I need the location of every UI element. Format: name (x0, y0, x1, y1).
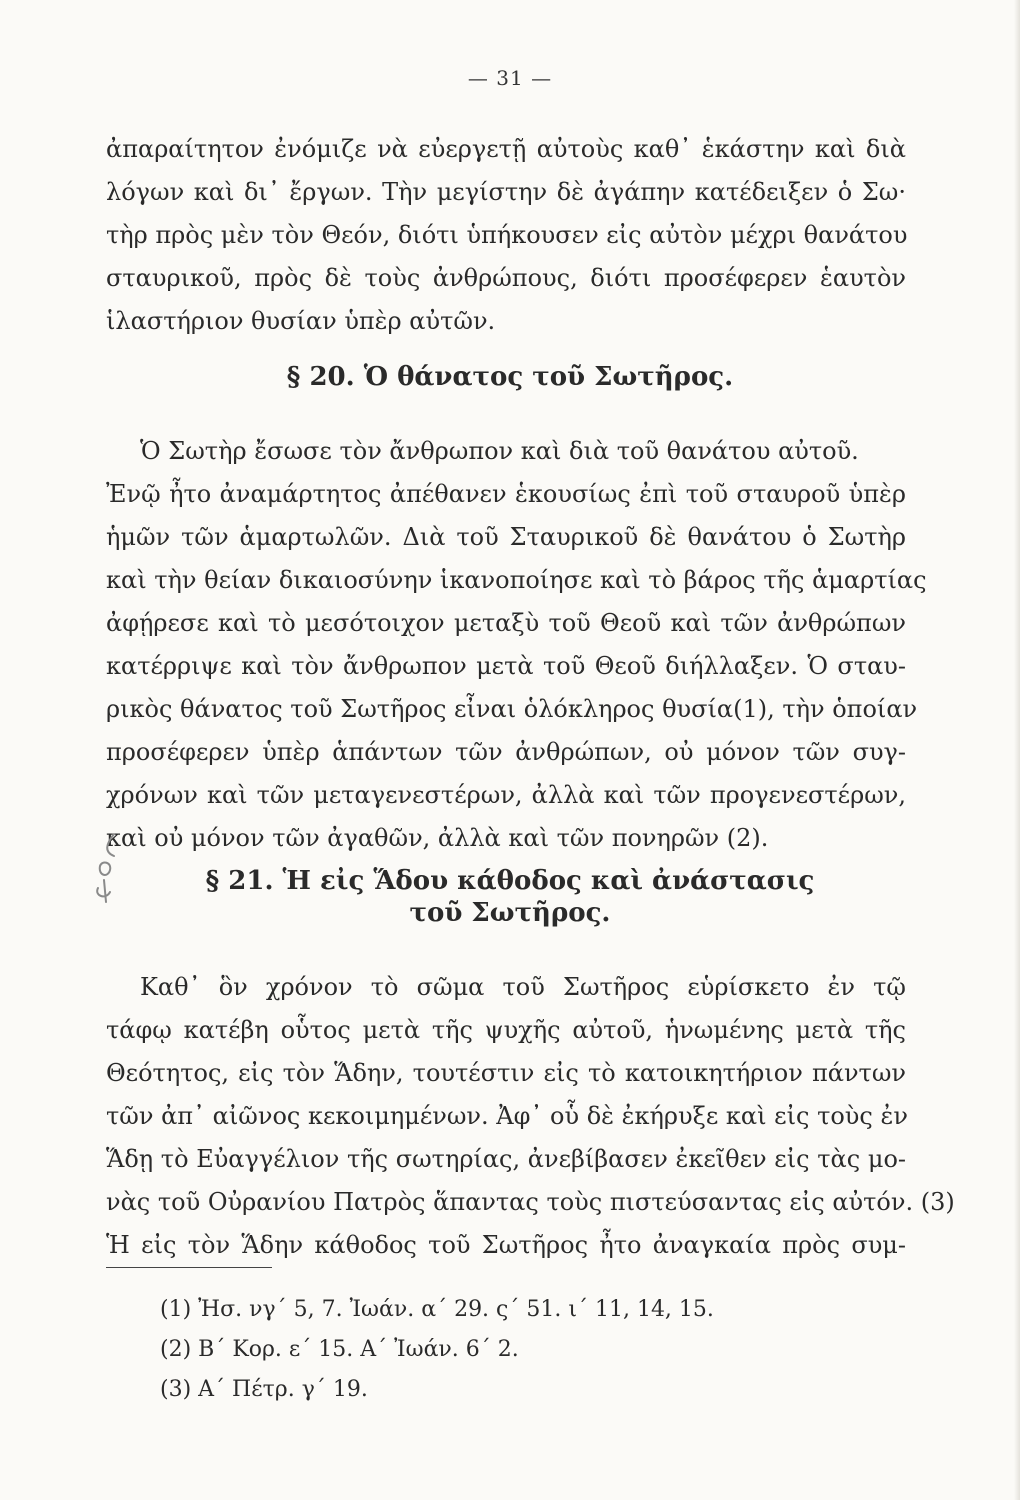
text-line: ρικὸς θάνατος τοῦ Σωτῆρος εἶναι ὁλόκληρος θυσία(1), τὴν ὁποίαν (106, 695, 918, 723)
text-line: νὰς τοῦ Οὐρανίου Πατρὸς ἅπαντας τοὺς πιστεύσαντας εἰς αὐτόν. (3) (106, 1188, 955, 1216)
section-heading-21-line2: τοῦ Σωτῆρος. (409, 898, 611, 928)
text-line: προσέφερεν ὑπὲρ ἁπάντων τῶν ἀνθρώπων, οὐ μόνον τῶν συγ- (106, 738, 906, 766)
text-line: Ἐνῷ ἦτο ἀναμάρτητος ἀπέθανεν ἑκουσίως ἐπὶ τοῦ σταυροῦ ὑπὲρ (106, 480, 906, 508)
text-line: τὴρ πρὸς μὲν τὸν Θεόν, διότι ὑπήκουσεν εἰς αὐτὸν μέχρι θανάτου (106, 221, 908, 249)
text-line: κατέρριψε καὶ τὸν ἄνθρωπον μετὰ τοῦ Θεοῦ διήλλαξεν. Ὁ σταυ- (106, 652, 906, 680)
text-line: ἡμῶν τῶν ἁμαρτωλῶν. Διὰ τοῦ Σταυρικοῦ δὲ θανάτου ὁ Σωτὴρ (106, 523, 906, 551)
text-line: τῶν ἀπ᾿ αἰῶνος κεκοιμημένων. Ἀφ᾿ οὗ δὲ ἐκήρυξε καὶ εἰς τοὺς ἐν (106, 1102, 908, 1130)
text-line: τάφῳ κατέβη οὗτος μετὰ τῆς ψυχῆς αὐτοῦ, ἡνωμένης μετὰ τῆς (106, 1016, 906, 1044)
text-line: ἱλαστήριον θυσίαν ὑπὲρ αὐτῶν. (106, 307, 496, 335)
text-line: Καθ᾿ ὃν χρόνον τὸ σῶμα τοῦ Σωτῆρος εὑρίσκετο ἐν τῷ (140, 973, 906, 1001)
text-line: καὶ οὐ μόνον τῶν ἀγαθῶν, ἀλλὰ καὶ τῶν πονηρῶν (2). (106, 824, 769, 852)
section-heading-20: § 20. Ὁ θάνατος τοῦ Σωτῆρος. (286, 362, 734, 392)
text-line: Θεότητος, εἰς τὸν Ἅδην, τουτέστιν εἰς τὸ κατοικητήριον πάντων (106, 1059, 906, 1087)
text-line: Ἡ εἰς τὸν Ἅδην κάθοδος τοῦ Σωτῆρος ἦτο ἀναγκαία πρὸς συμ- (106, 1231, 906, 1259)
footnote: (1) Ἠσ. νγ΄ 5, 7. Ἰωάν. α΄ 29. ς΄ 51. ι΄ 11, 14, 15. (160, 1297, 714, 1322)
text-line: ἀφῄρεσε καὶ τὸ μεσότοιχον μεταξὺ τοῦ Θεοῦ καὶ τῶν ἀνθρώπων (106, 609, 906, 637)
text-line: καὶ τὴν θείαν δικαιοσύνην ἱκανοποίησε καὶ τὸ βάρος τῆς ἁμαρτίας (106, 566, 927, 594)
footnote: (2) Β΄ Κορ. ε΄ 15. Α΄ Ἰωάν. 6΄ 2. (160, 1337, 519, 1362)
footnote-divider (106, 1267, 272, 1268)
text-line: λόγων καὶ δι᾿ ἔργων. Τὴν μεγίστην δὲ ἀγάπην κατέδειξεν ὁ Σω· (106, 178, 906, 206)
footnote: (3) Α΄ Πέτρ. γ΄ 19. (160, 1377, 368, 1402)
section-heading-21-line1: § 21. Ἡ εἰς Ἅδου κάθοδος καὶ ἀνάστασις (205, 866, 815, 896)
text-line: χρόνων καὶ τῶν μεταγενεστέρων, ἀλλὰ καὶ τῶν προγενεστέρων, (106, 781, 906, 809)
text-line: Ὁ Σωτὴρ ἔσωσε τὸν ἄνθρωπον καὶ διὰ τοῦ θανάτου αὐτοῦ. (140, 437, 859, 465)
page-number: — 31 — (467, 66, 553, 90)
text-line: σταυρικοῦ, πρὸς δὲ τοὺς ἀνθρώπους, διότι προσέφερεν ἑαυτὸν (106, 264, 906, 292)
text-line: Ἅδῃ τὸ Εὐαγγέλιον τῆς σωτηρίας, ἀνεβίβασεν ἐκεῖθεν εἰς τὰς μο- (106, 1145, 906, 1173)
page-edge (1014, 0, 1020, 1500)
text-line: ἀπαραίτητον ἐνόμιζε νὰ εὐεργετῇ αὐτοὺς καθ᾿ ἑκάστην καὶ διὰ (106, 135, 906, 163)
